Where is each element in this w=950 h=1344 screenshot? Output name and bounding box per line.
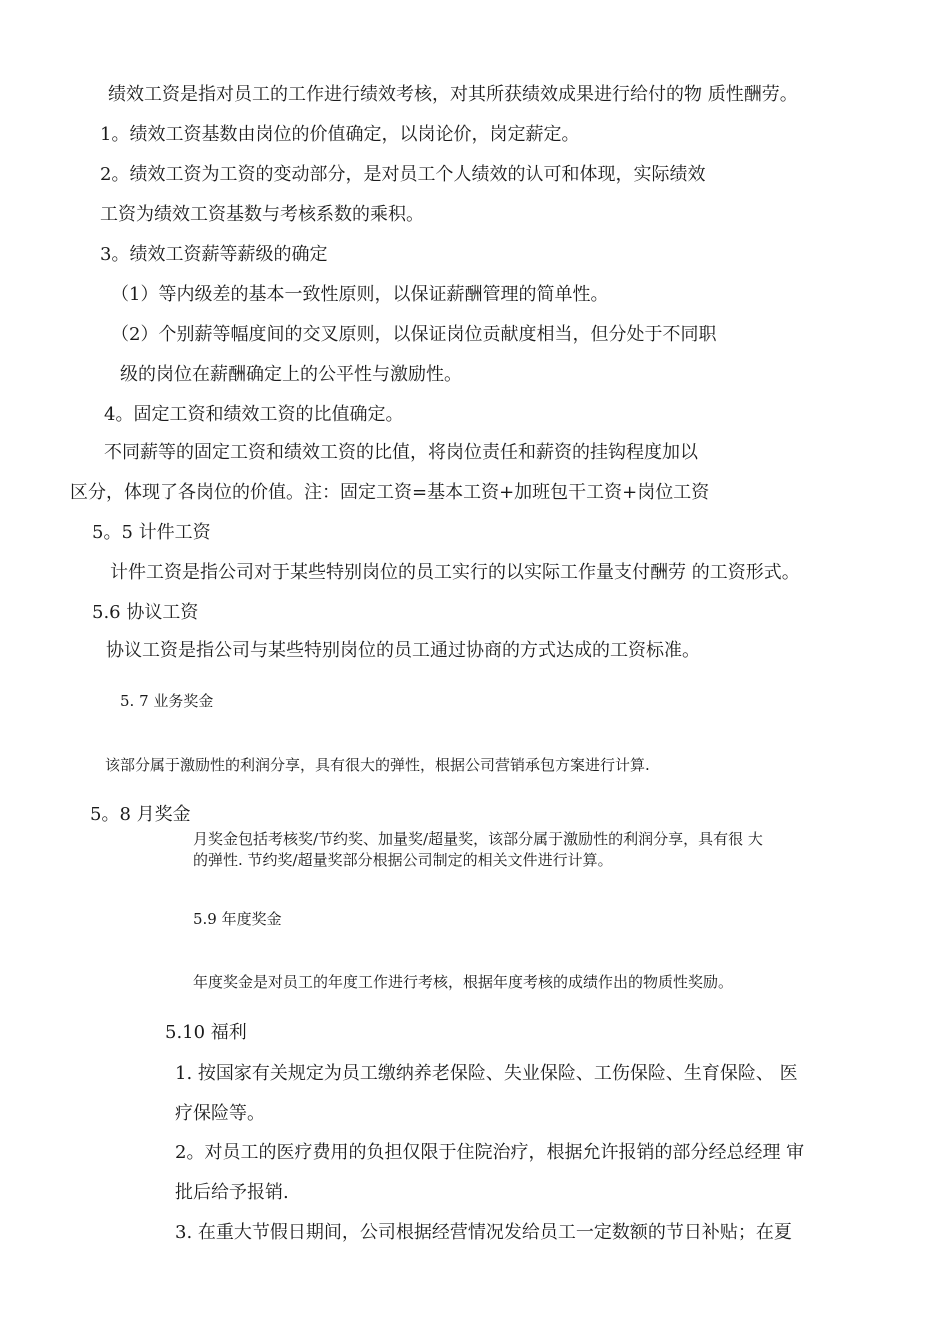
section-heading: 5. 7 业务奖金 (120, 692, 214, 710)
list-item: 1. 按国家有关规定为员工缴纳养老保险、失业保险、工伤保险、生育保险、 医 (175, 1063, 798, 1084)
list-item: 3. 在重大节假日期间，公司根据经营情况发给员工一定数额的节日补贴；在夏 (175, 1222, 792, 1243)
list-item: 2。对员工的医疗费用的负担仅限于住院治疗，根据允许报销的部分经总经理 审 (175, 1142, 805, 1163)
paragraph-line: 月奖金包括考核奖/节约奖、加量奖/超量奖，该部分属于激励性的利润分享，具有很 大 (193, 830, 763, 848)
list-item: 4。固定工资和绩效工资的比值确定。 (104, 404, 404, 425)
list-item: （1）等内级差的基本一致性原则，以保证薪酬管理的简单性。 (111, 284, 609, 305)
paragraph-line: 的弹性. 节约奖/超量奖部分根据公司制定的相关文件进行计算。 (193, 851, 613, 869)
paragraph-line: 工资为绩效工资基数与考核系数的乘积。 (100, 204, 424, 225)
section-heading: 5。8 月奖金 (90, 804, 191, 825)
section-heading: 5.6 协议工资 (92, 602, 199, 623)
paragraph-line: 该部分属于激励性的利润分享，具有很大的弹性，根据公司营销承包方案进行计算. (105, 756, 650, 774)
list-item: 3。绩效工资薪等薪级的确定 (100, 244, 328, 265)
paragraph-line: 协议工资是指公司与某些特别岗位的员工通过协商的方式达成的工资标准。 (106, 640, 700, 661)
paragraph-line: 级的岗位在薪酬确定上的公平性与激励性。 (120, 364, 462, 385)
section-heading: 5。5 计件工资 (92, 522, 211, 543)
list-item: 2。绩效工资为工资的变动部分，是对员工个人绩效的认可和体现，实际绩效 (100, 164, 706, 185)
section-heading: 5.10 福利 (165, 1022, 247, 1043)
paragraph-line: 区分，体现了各岗位的价值。注：固定工资=基本工资+加班包干工资+岗位工资 (70, 482, 710, 503)
paragraph-line: 计件工资是指公司对于某些特别岗位的员工实行的以实际工作量支付酬劳 的工资形式。 (110, 562, 800, 583)
paragraph-line: 批后给予报销. (175, 1182, 289, 1203)
section-heading: 5.9 年度奖金 (193, 910, 282, 928)
paragraph-line: 不同薪等的固定工资和绩效工资的比值，将岗位责任和薪资的挂钩程度加以 (104, 442, 698, 463)
list-item: 1。绩效工资基数由岗位的价值确定，以岗论价，岗定薪定。 (100, 124, 580, 145)
paragraph-line: 绩效工资是指对员工的工作进行绩效考核，对其所获绩效成果进行给付的物 质性酬劳。 (108, 84, 798, 105)
paragraph-line: 疗保险等。 (175, 1103, 265, 1124)
paragraph-line: 年度奖金是对员工的年度工作进行考核，根据年度考核的成绩作出的物质性奖励。 (193, 973, 734, 991)
list-item: （2）个别薪等幅度间的交叉原则，以保证岗位贡献度相当，但分处于不同职 (111, 324, 717, 345)
